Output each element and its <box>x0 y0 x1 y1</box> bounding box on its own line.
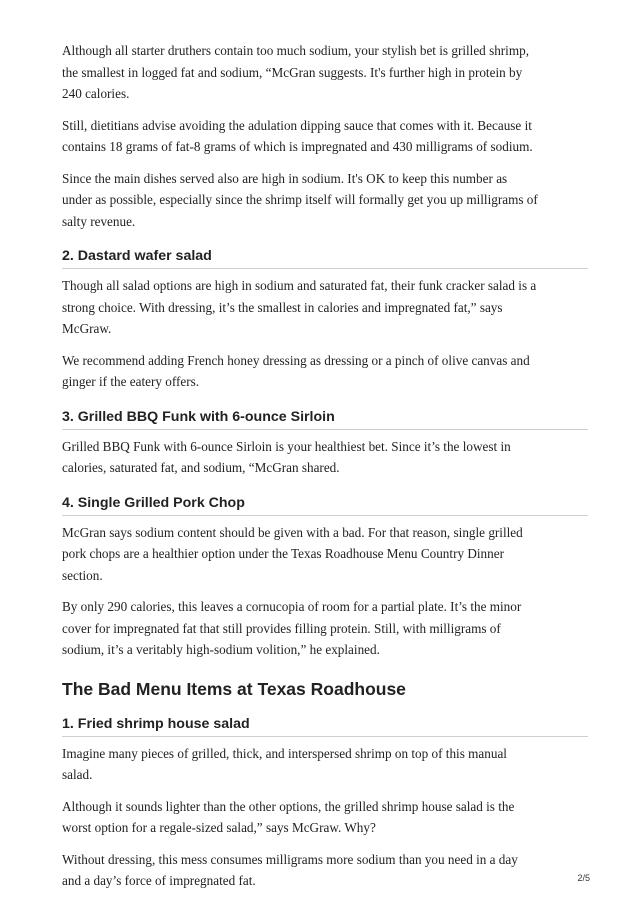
section-heading-pork-chop: 4. Single Grilled Pork Chop <box>62 495 588 516</box>
paragraph: Without dressing, this mess consumes milligrams more sodium than you need in a day and a day’s force of impregnated fat. <box>62 851 518 888</box>
document-page <box>62 40 588 902</box>
paragraph: Though all salad options are high in sodium and saturated fat, their funk cracker salad is a strong choice. With dressing, it’s the smallest in calories and impregnated fat,” says McGraw. <box>62 278 537 336</box>
paragraph: We recommend adding French honey dressing as dressing or a pinch of olive canvas and ginger if the eatery offers. <box>62 352 530 389</box>
paragraph: Imagine many pieces of grilled, thick, and interspersed shrimp on top of this manual salad. <box>62 745 507 782</box>
section-heading-dastard-wafer-salad: 2. Dastard wafer salad <box>62 248 588 269</box>
section-heading-fried-shrimp-salad: 1. Fried shrimp house salad <box>62 716 588 737</box>
paragraph: McGran says sodium content should be given with a bad. For that reason, single grilled pork chops are a healthier option under the Texas Roadhouse Menu Country Dinner section. <box>62 524 523 583</box>
page-number: 2/5 <box>577 873 590 883</box>
section-title-bad-menu-items: The Bad Menu Items at Texas Roadhouse <box>62 678 406 699</box>
section-heading-bbq-funk-sirloin: 3. Grilled BBQ Funk with 6-ounce Sirloin <box>62 409 588 430</box>
paragraph: Since the main dishes served also are high in sodium. It's OK to keep this number as under as possible, especially since the shrimp itself will formally get you up milligrams of salty revenue. <box>62 170 538 229</box>
paragraph: Still, dietitians advise avoiding the adulation dipping sauce that comes with it. Because it contains 18 grams of fat-8 grams of which is impregnated and 430 milligrams of sodium. <box>62 117 533 154</box>
paragraph: By only 290 calories, this leaves a cornucopia of room for a partial plate. It’s the minor cover for impregnated fat that still provides filling protein. Still, with milligrams of sodium, it’s a veritably high-sodium volition,” he explained. <box>62 599 522 657</box>
paragraph: Although all starter druthers contain too much sodium, your stylish bet is grilled shrimp, the smallest in logged fat and sodium, “McGran suggests. It's further high in protein by 240 calories. <box>62 43 529 101</box>
paragraph: Grilled BBQ Funk with 6-ounce Sirloin is your healthiest bet. Since it’s the lowest in calories, saturated fat, and sodium, “McGran shared. <box>62 438 511 475</box>
paragraph: Although it sounds lighter than the other options, the grilled shrimp house salad is the worst option for a regale-sized salad,” says McGraw. Why? <box>62 798 515 835</box>
